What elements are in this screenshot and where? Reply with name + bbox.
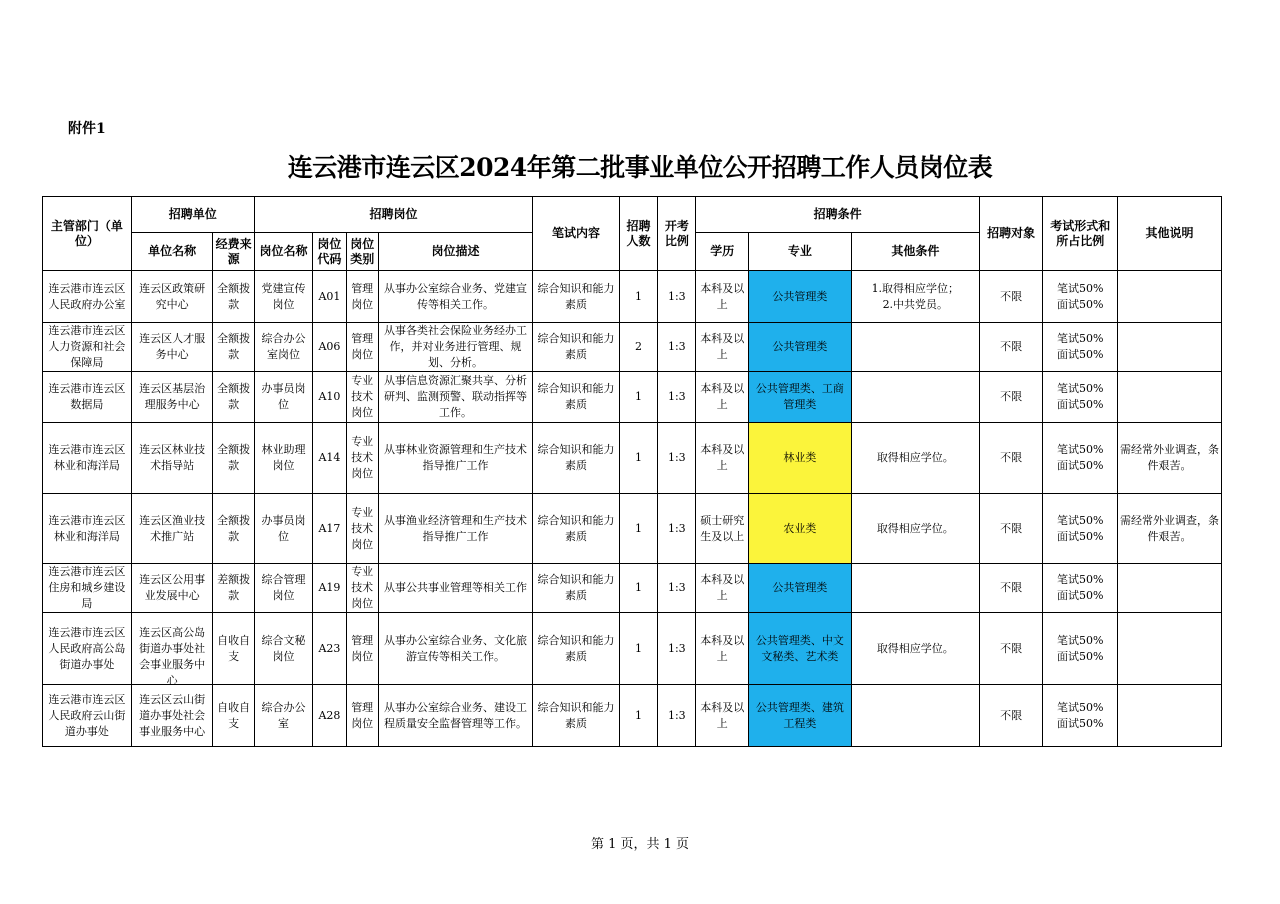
dept-cell	[43, 323, 132, 372]
other-cond-cell	[851, 613, 979, 685]
table-row	[43, 423, 1222, 494]
fund-cell-text: 全额拨款	[217, 513, 251, 543]
edu-cell	[696, 423, 748, 494]
header-cond-group: 招聘条件	[696, 197, 979, 233]
major-cell	[748, 564, 851, 613]
exam-form-cell-text: 笔试50% 面试50%	[1056, 281, 1104, 311]
target-cell	[979, 494, 1043, 564]
header-exam-form: 考试形式和所占比例	[1043, 197, 1118, 271]
target-cell	[979, 423, 1043, 494]
count-cell	[619, 685, 657, 747]
exam-cell-text: 综合知识和能力素质	[537, 513, 615, 543]
count-cell	[619, 323, 657, 372]
type-cell-text: 管理岗位	[351, 700, 374, 730]
type-cell	[346, 323, 378, 372]
exam-form-cell	[1043, 494, 1118, 564]
major-cell	[748, 271, 851, 323]
remark-cell	[1118, 423, 1222, 494]
desc-cell-text: 从事公共事业管理等相关工作	[383, 581, 527, 594]
other-cond-cell	[851, 323, 979, 372]
type-cell-text: 管理岗位	[351, 332, 374, 361]
ratio-cell-text: 1:3	[667, 521, 686, 535]
exam-form-cell	[1043, 564, 1118, 613]
type-cell	[346, 271, 378, 323]
exam-cell	[533, 423, 620, 494]
major-cell	[748, 613, 851, 685]
ratio-cell-text: 1:3	[667, 390, 686, 403]
code-cell	[313, 271, 346, 323]
target-cell	[979, 372, 1043, 423]
dept-cell	[43, 271, 132, 323]
code-cell	[313, 564, 346, 613]
unit-cell	[131, 423, 213, 494]
post-cell	[254, 564, 312, 613]
target-cell-text: 不限	[1000, 340, 1023, 353]
desc-cell-text: 从事林业资源管理和生产技术指导推广工作	[383, 443, 527, 472]
target-cell-text: 不限	[1000, 390, 1023, 403]
type-cell	[346, 372, 378, 423]
header-dept: 主管部门（单位）	[43, 197, 132, 271]
code-cell-text: A10	[318, 390, 341, 403]
post-cell-text: 办事员岗位	[261, 382, 306, 411]
dept-cell-text: 连云港市连云区人民政府云山街道办事处	[48, 692, 126, 738]
post-cell	[254, 323, 312, 372]
count-cell	[619, 564, 657, 613]
code-cell-text: A28	[318, 708, 341, 722]
exam-cell	[533, 494, 620, 564]
exam-cell	[533, 323, 620, 372]
dept-cell	[43, 372, 132, 423]
ratio-cell-text: 1:3	[667, 289, 686, 303]
major-cell	[748, 372, 851, 423]
code-cell	[313, 423, 346, 494]
header-post-desc: 岗位描述	[378, 233, 532, 271]
target-cell-text: 不限	[1000, 521, 1023, 535]
fund-cell-text: 全额拨款	[217, 382, 251, 411]
major-cell-text: 公共管理类、中文文秘类、艺术类	[755, 633, 844, 663]
other-cond-cell-text: 取得相应学位。	[876, 641, 954, 655]
fund-cell	[213, 372, 254, 423]
count-cell-text: 1	[635, 521, 643, 535]
exam-form-cell	[1043, 685, 1118, 747]
type-cell-text: 专业技术岗位	[351, 565, 374, 610]
type-cell-text: 专业技术岗位	[351, 435, 374, 480]
edu-cell	[696, 372, 748, 423]
edu-cell	[696, 271, 748, 323]
ratio-cell	[658, 494, 696, 564]
desc-cell	[378, 323, 532, 372]
exam-cell-text: 综合知识和能力素质	[537, 443, 615, 472]
remark-cell	[1118, 564, 1222, 613]
count-cell-text: 1	[635, 708, 643, 722]
exam-cell	[533, 564, 620, 613]
target-cell-text: 不限	[1000, 581, 1023, 594]
ratio-cell	[658, 613, 696, 685]
fund-cell-text: 全额拨款	[217, 281, 251, 311]
fund-cell-text: 自收自支	[217, 633, 251, 663]
ratio-cell-text: 1:3	[667, 340, 686, 353]
type-cell	[346, 613, 378, 685]
dept-cell-text: 连云港市连云区林业和海洋局	[48, 443, 126, 472]
post-cell	[254, 494, 312, 564]
major-cell-text: 公共管理类	[772, 289, 828, 303]
target-cell	[979, 685, 1043, 747]
exam-cell	[533, 271, 620, 323]
table-row	[43, 494, 1222, 564]
dept-cell	[43, 494, 132, 564]
major-cell-text: 公共管理类、工商管理类	[755, 382, 844, 411]
attachment-label: 附件1	[68, 121, 106, 137]
exam-form-cell-text: 笔试50% 面试50%	[1056, 513, 1104, 543]
code-cell	[313, 613, 346, 685]
type-cell	[346, 685, 378, 747]
count-cell-text: 1	[635, 390, 643, 403]
edu-cell	[696, 323, 748, 372]
exam-cell-text: 综合知识和能力素质	[537, 382, 615, 411]
fund-cell	[213, 271, 254, 323]
ratio-cell	[658, 372, 696, 423]
page-title: 连云港市连云区2024年第二批事业单位公开招聘工作人员岗位表	[287, 153, 993, 182]
remark-cell	[1118, 685, 1222, 747]
post-cell	[254, 271, 312, 323]
edu-cell-text: 硕士研究生及以上	[700, 513, 745, 543]
count-cell	[619, 423, 657, 494]
ratio-cell	[658, 423, 696, 494]
exam-form-cell	[1043, 423, 1118, 494]
exam-form-cell-text: 笔试50% 面试50%	[1056, 332, 1104, 361]
exam-form-cell-text: 笔试50% 面试50%	[1056, 443, 1104, 472]
edu-cell	[696, 685, 748, 747]
dept-cell	[43, 685, 132, 747]
code-cell-text: A06	[318, 340, 341, 353]
exam-form-cell	[1043, 613, 1118, 685]
edu-cell-text: 本科及以上	[700, 700, 745, 730]
ratio-cell-text: 1:3	[667, 708, 686, 722]
ratio-cell-text: 1:3	[667, 581, 686, 594]
unit-cell-text: 连云区公用事业发展中心	[139, 573, 206, 602]
desc-cell-text: 从事办公室综合业务、文化旅游宣传等相关工作。	[383, 633, 527, 663]
exam-cell-text: 综合知识和能力素质	[537, 332, 615, 361]
unit-cell-text: 连云区政策研究中心	[139, 281, 206, 311]
edu-cell-text: 本科及以上	[700, 443, 745, 472]
type-cell	[346, 564, 378, 613]
other-cond-cell	[851, 564, 979, 613]
header-other-cond: 其他条件	[851, 233, 979, 271]
desc-cell-text: 从事办公室综合业务、建设工程质量安全监督管理等工作。	[383, 700, 527, 730]
fund-cell	[213, 613, 254, 685]
edu-cell	[696, 494, 748, 564]
table-row	[43, 323, 1222, 372]
remark-cell	[1118, 271, 1222, 323]
remark-cell	[1118, 494, 1222, 564]
exam-cell	[533, 685, 620, 747]
count-cell-text: 1	[635, 451, 643, 464]
header-post-type: 岗位类别	[346, 233, 378, 271]
post-cell-text: 办事员岗位	[261, 513, 306, 543]
target-cell	[979, 613, 1043, 685]
target-cell-text: 不限	[1000, 708, 1023, 722]
major-cell-text: 公共管理类	[772, 581, 828, 594]
header-count: 招聘人数	[619, 197, 657, 271]
unit-cell-text: 连云区基层治理服务中心	[139, 382, 206, 411]
dept-cell	[43, 564, 132, 613]
post-cell-text: 党建宣传岗位	[261, 281, 306, 311]
post-cell	[254, 423, 312, 494]
exam-cell	[533, 613, 620, 685]
fund-cell-text: 差额拨款	[217, 573, 251, 602]
type-cell-text: 管理岗位	[351, 633, 374, 663]
page-footer: 第 1 页，共 1 页	[590, 837, 690, 852]
code-cell-text: A17	[318, 521, 341, 535]
header-education: 学历	[696, 233, 748, 271]
count-cell	[619, 372, 657, 423]
exam-cell-text: 综合知识和能力素质	[537, 281, 615, 311]
fund-cell	[213, 323, 254, 372]
fund-cell	[213, 564, 254, 613]
desc-cell	[378, 564, 532, 613]
major-cell	[748, 323, 851, 372]
fund-cell	[213, 494, 254, 564]
edu-cell-text: 本科及以上	[700, 382, 745, 411]
header-unit-group: 招聘单位	[131, 197, 254, 233]
remark-cell	[1118, 613, 1222, 685]
header-ratio: 开考比例	[658, 197, 696, 271]
other-cond-cell-text: 取得相应学位。	[876, 521, 954, 535]
exam-form-cell-text: 笔试50% 面试50%	[1056, 573, 1104, 602]
ratio-cell-text: 1:3	[667, 451, 686, 464]
table-body	[43, 271, 1222, 747]
dept-cell-text: 连云港市连云区数据局	[48, 382, 126, 411]
post-cell	[254, 372, 312, 423]
target-cell	[979, 271, 1043, 323]
count-cell	[619, 271, 657, 323]
dept-cell-text: 连云港市连云区人民政府高公岛街道办事处	[48, 625, 126, 671]
other-cond-cell-text: 取得相应学位。	[876, 451, 954, 464]
type-cell-text: 管理岗位	[351, 281, 374, 311]
fund-cell-text: 全额拨款	[217, 332, 251, 361]
desc-cell-text: 从事办公室综合业务、党建宣传等相关工作。	[383, 281, 527, 311]
code-cell	[313, 372, 346, 423]
fund-cell-text: 自收自支	[217, 700, 251, 730]
fund-cell	[213, 685, 254, 747]
exam-cell-text: 综合知识和能力素质	[537, 700, 615, 730]
target-cell-text: 不限	[1000, 451, 1023, 464]
other-cond-cell-text: 1.取得相应学位； 2.中共党员。	[871, 281, 960, 311]
desc-cell	[378, 494, 532, 564]
ratio-cell-text: 1:3	[667, 641, 686, 655]
post-cell-text: 林业助理岗位	[261, 443, 306, 472]
dept-cell	[43, 423, 132, 494]
header-post-name: 岗位名称	[254, 233, 312, 271]
desc-cell-text: 从事渔业经济管理和生产技术指导推广工作	[383, 513, 527, 543]
edu-cell-text: 本科及以上	[700, 281, 745, 311]
table-row	[43, 613, 1222, 685]
table-row	[43, 685, 1222, 747]
major-cell-text: 林业类	[783, 451, 817, 464]
post-cell	[254, 685, 312, 747]
exam-form-cell	[1043, 372, 1118, 423]
exam-form-cell-text: 笔试50% 面试50%	[1056, 633, 1104, 663]
target-cell-text: 不限	[1000, 641, 1023, 655]
type-cell	[346, 423, 378, 494]
exam-cell-text: 综合知识和能力素质	[537, 573, 615, 602]
table-row	[43, 564, 1222, 613]
code-cell-text: A01	[318, 289, 341, 303]
post-cell-text: 综合文秘岗位	[261, 633, 306, 663]
unit-cell	[131, 685, 213, 747]
count-cell	[619, 613, 657, 685]
dept-cell	[43, 613, 132, 685]
major-cell	[748, 423, 851, 494]
unit-cell	[131, 564, 213, 613]
unit-cell	[131, 271, 213, 323]
unit-cell-text: 连云区人才服务中心	[139, 332, 206, 361]
dept-cell-text: 连云港市连云区人民政府办公室	[48, 281, 126, 311]
header-remarks: 其他说明	[1118, 197, 1222, 271]
desc-cell	[378, 685, 532, 747]
unit-cell-text: 连云区渔业技术推广站	[139, 513, 206, 543]
unit-cell	[131, 494, 213, 564]
post-cell-text: 综合办公室岗位	[261, 332, 306, 361]
edu-cell-text: 本科及以上	[700, 633, 745, 663]
major-cell-text: 公共管理类、建筑工程类	[755, 700, 844, 730]
desc-cell	[378, 271, 532, 323]
header-fund-source: 经费来源	[213, 233, 254, 271]
desc-cell	[378, 423, 532, 494]
dept-cell-text: 连云港市连云区人力资源和社会保障局	[48, 324, 126, 369]
count-cell	[619, 494, 657, 564]
exam-form-cell-text: 笔试50% 面试50%	[1056, 382, 1104, 411]
remark-cell-text: 需经常外业调查，条件艰苦。	[1120, 513, 1220, 543]
ratio-cell	[658, 271, 696, 323]
edu-cell	[696, 613, 748, 685]
target-cell	[979, 323, 1043, 372]
post-cell-text: 综合办公室	[261, 700, 306, 730]
major-cell-text: 农业类	[783, 521, 817, 535]
count-cell-text: 1	[635, 641, 643, 655]
other-cond-cell	[851, 494, 979, 564]
header-post-code: 岗位代码	[313, 233, 346, 271]
target-cell-text: 不限	[1000, 289, 1023, 303]
code-cell	[313, 494, 346, 564]
fund-cell	[213, 423, 254, 494]
unit-cell	[131, 613, 213, 685]
exam-form-cell-text: 笔试50% 面试50%	[1056, 700, 1104, 730]
other-cond-cell	[851, 423, 979, 494]
major-cell-text: 公共管理类	[772, 340, 828, 353]
ratio-cell	[658, 564, 696, 613]
major-cell	[748, 685, 851, 747]
desc-cell-text: 从事信息资源汇聚共享、分析研判、监测预警、联动指挥等工作。	[383, 374, 527, 419]
post-cell-text: 综合管理岗位	[261, 573, 306, 602]
code-cell-text: A14	[318, 451, 341, 464]
count-cell-text: 1	[635, 289, 643, 303]
unit-cell-text: 连云区高公岛街道办事处社会事业服务中心	[139, 625, 206, 687]
dept-cell-text: 连云港市连云区住房和城乡建设局	[48, 565, 126, 610]
other-cond-cell	[851, 685, 979, 747]
desc-cell-text: 从事各类社会保险业务经办工作，并对业务进行管理、规划、分析。	[383, 324, 527, 369]
edu-cell-text: 本科及以上	[700, 332, 745, 361]
desc-cell	[378, 613, 532, 685]
header-post-group: 招聘岗位	[254, 197, 532, 233]
ratio-cell	[658, 685, 696, 747]
fund-cell-text: 全额拨款	[217, 443, 251, 472]
table-row	[43, 271, 1222, 323]
unit-cell-text: 连云区云山街道办事处社会事业服务中心	[139, 692, 206, 738]
exam-cell-text: 综合知识和能力素质	[537, 633, 615, 663]
count-cell-text: 2	[635, 340, 643, 353]
unit-cell	[131, 372, 213, 423]
desc-cell	[378, 372, 532, 423]
unit-cell-text: 连云区林业技术指导站	[139, 443, 206, 472]
code-cell	[313, 323, 346, 372]
other-cond-cell	[851, 271, 979, 323]
header-target: 招聘对象	[979, 197, 1043, 271]
exam-cell	[533, 372, 620, 423]
table-row	[43, 372, 1222, 423]
remark-cell	[1118, 372, 1222, 423]
dept-cell-text: 连云港市连云区林业和海洋局	[48, 513, 126, 543]
unit-cell	[131, 323, 213, 372]
major-cell	[748, 494, 851, 564]
exam-form-cell	[1043, 271, 1118, 323]
target-cell	[979, 564, 1043, 613]
header-major: 专业	[748, 233, 851, 271]
type-cell-text: 专业技术岗位	[351, 374, 374, 419]
ratio-cell	[658, 323, 696, 372]
type-cell-text: 专业技术岗位	[351, 505, 374, 551]
remark-cell	[1118, 323, 1222, 372]
header-unit-name: 单位名称	[131, 233, 213, 271]
edu-cell	[696, 564, 748, 613]
recruitment-table	[42, 196, 1222, 747]
code-cell-text: A23	[318, 641, 341, 655]
edu-cell-text: 本科及以上	[700, 573, 745, 602]
other-cond-cell	[851, 372, 979, 423]
exam-form-cell	[1043, 323, 1118, 372]
post-cell	[254, 613, 312, 685]
code-cell-text: A19	[318, 581, 341, 594]
type-cell	[346, 494, 378, 564]
remark-cell-text: 需经常外业调查，条件艰苦。	[1120, 443, 1220, 472]
header-exam-content: 笔试内容	[533, 197, 620, 271]
count-cell-text: 1	[635, 581, 643, 594]
code-cell	[313, 685, 346, 747]
